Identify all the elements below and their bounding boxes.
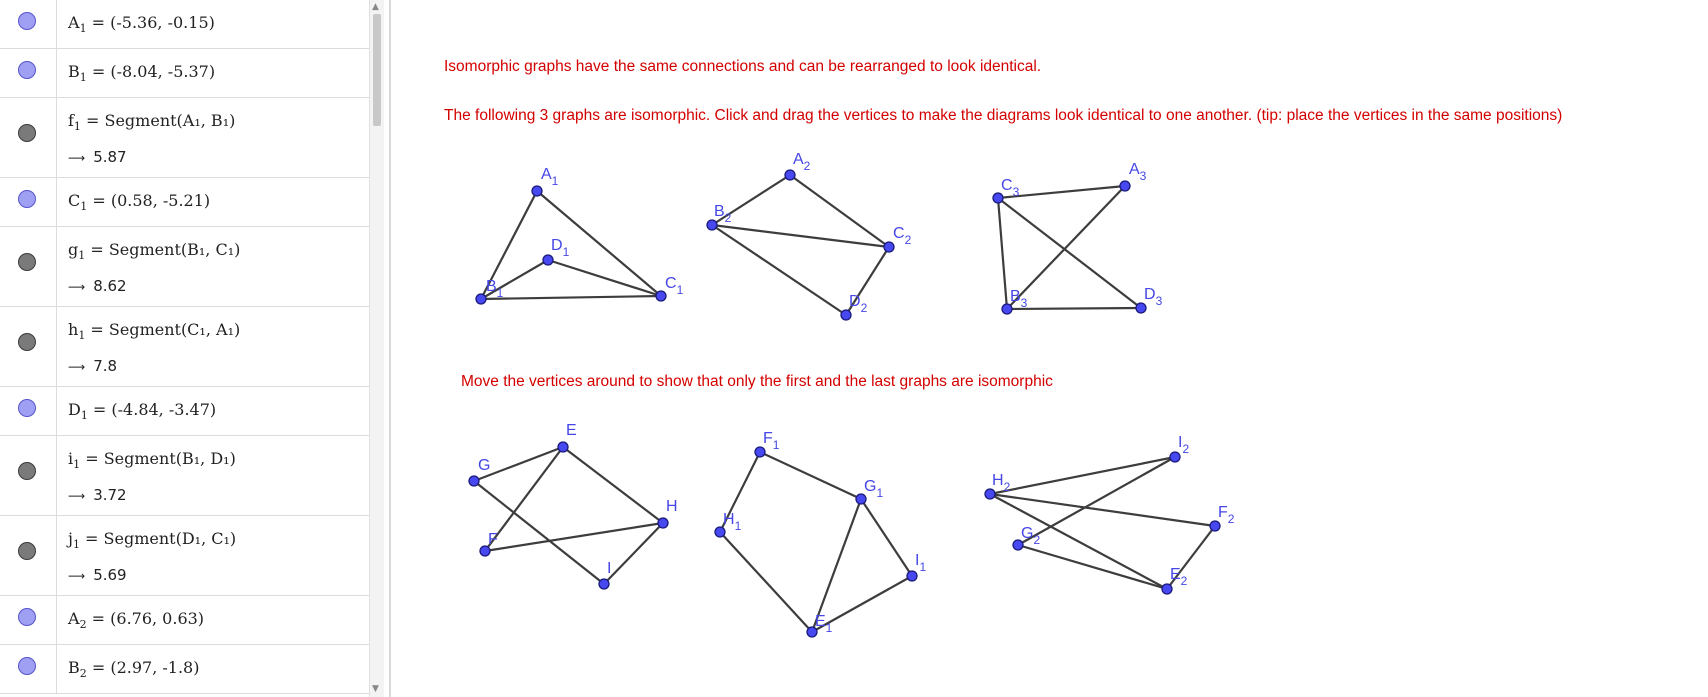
object-subscript: 1 — [72, 538, 80, 552]
vertex-label-B1: $B_1$ — [486, 278, 504, 300]
vertex-B1[interactable] — [476, 294, 486, 304]
edge-G1-I1[interactable] — [861, 499, 912, 576]
vertex-B2[interactable] — [707, 220, 717, 230]
equals-sign: = — [87, 191, 111, 210]
graph-3[interactable] — [993, 161, 1163, 314]
task-text: Move the vertices around to show that only the first and the last graphs are isomorphic — [461, 373, 1053, 390]
object-subscript: 1 — [78, 329, 86, 343]
object-subscript: 1 — [78, 249, 86, 263]
vertex-F2[interactable] — [1210, 521, 1220, 531]
vertex-H1[interactable] — [715, 527, 725, 537]
edge-E-H[interactable] — [563, 447, 663, 523]
vertex-label-H1: $H_1$ — [723, 511, 742, 533]
object-subscript: 1 — [79, 22, 87, 36]
vertex-label-B3: $B_3$ — [1010, 288, 1028, 310]
object-subscript: 2 — [79, 618, 87, 632]
equals-sign: = — [80, 111, 105, 130]
segment-length: 5.69 — [93, 566, 127, 584]
equals-sign: = — [86, 13, 111, 32]
vertex-D2[interactable] — [841, 310, 851, 320]
edge-H2-I2[interactable] — [990, 457, 1175, 494]
vertex-label-G2: $G_2$ — [1021, 525, 1041, 547]
vertex-A3[interactable] — [1120, 181, 1130, 191]
object-expression: (-8.04, -5.37) — [110, 62, 216, 81]
result-arrow-icon: ⟶ — [68, 489, 86, 503]
segment-length: 8.62 — [93, 277, 127, 295]
vertex-C1[interactable] — [656, 291, 666, 301]
object-subscript: 2 — [79, 667, 87, 681]
instruction-text: The following 3 graphs are isomorphic. Click and drag the vertices to make the diagrams look identical to one another. (tip: place the vertices in the same positions) — [444, 107, 1563, 124]
object-name: D — [68, 400, 81, 419]
edge-H-I[interactable] — [604, 523, 663, 584]
vertex-A1[interactable] — [532, 186, 542, 196]
equals-sign: = — [86, 609, 111, 628]
object-name: B — [68, 62, 80, 81]
vertex-E[interactable] — [558, 442, 568, 452]
object-name: j — [68, 529, 73, 548]
vertex-label-B2: $B_2$ — [714, 203, 732, 225]
vertex-label-I1: $I_1$ — [915, 552, 927, 574]
edge-G2-E2[interactable] — [1018, 545, 1167, 589]
vertex-D1[interactable] — [543, 255, 553, 265]
vertex-H[interactable] — [658, 518, 668, 528]
vertex-label-D3: $D_3$ — [1144, 286, 1163, 308]
result-arrow-icon: ⟶ — [68, 360, 86, 374]
vertex-label-A2: $A_2$ — [793, 151, 811, 173]
vertex-label-F: F — [488, 531, 498, 548]
object-name: A — [68, 609, 80, 628]
vertex-label-E2: $E_2$ — [1170, 566, 1188, 588]
edge-H1-E1[interactable] — [720, 532, 812, 632]
vertex-label-H2: $H_2$ — [992, 472, 1011, 494]
edge-A3-B3[interactable] — [1007, 186, 1125, 309]
vertex-label-G: G — [478, 457, 491, 474]
edge-D1-C1[interactable] — [548, 260, 661, 296]
scroll-down-icon[interactable]: ▼ — [372, 684, 379, 694]
edge-F1-G1[interactable] — [760, 452, 861, 499]
vertex-I1[interactable] — [907, 571, 917, 581]
edge-B1-C1[interactable] — [481, 296, 661, 299]
vertex-label-D1: $D_1$ — [551, 237, 570, 259]
object-name: A — [68, 13, 80, 32]
segment-length: 5.87 — [93, 148, 127, 166]
object-subscript: 1 — [80, 200, 88, 214]
vertex-label-I: I — [607, 560, 612, 577]
vertex-A2[interactable] — [785, 170, 795, 180]
object-expression: (6.76, 0.63) — [110, 609, 205, 628]
graph-5[interactable] — [715, 430, 926, 637]
object-expression: Segment(A₁, B₁) — [104, 111, 236, 130]
vertex-C2[interactable] — [884, 242, 894, 252]
object-expression: Segment(C₁, A₁) — [108, 320, 241, 339]
graph-2[interactable] — [707, 151, 912, 320]
edge-C3-B3[interactable] — [998, 198, 1007, 309]
result-arrow-icon: ⟶ — [68, 151, 86, 165]
object-expression: (-5.36, -0.15) — [110, 13, 215, 32]
intro-text: Isomorphic graphs have the same connections and can be rearranged to look identical. — [444, 58, 1042, 75]
vertex-E2[interactable] — [1162, 584, 1172, 594]
scroll-up-icon[interactable]: ▲ — [372, 2, 379, 12]
object-name: C — [68, 191, 81, 210]
graph-4[interactable] — [469, 422, 678, 589]
vertex-label-D2: $D_2$ — [849, 293, 868, 315]
object-expression: (-4.84, -3.47) — [111, 400, 217, 419]
object-name: g — [68, 240, 79, 259]
vertex-label-E1: $E_1$ — [815, 613, 833, 635]
object-name: i — [68, 449, 74, 468]
vertex-label-C1: $C_1$ — [665, 275, 684, 297]
vertex-label-E: E — [566, 422, 577, 439]
object-subscript: 1 — [80, 409, 88, 423]
vertex-H2[interactable] — [985, 489, 995, 499]
object-name: B — [68, 658, 80, 677]
object-expression: Segment(B₁, C₁) — [108, 240, 241, 259]
equals-sign: = — [86, 658, 111, 677]
result-arrow-icon: ⟶ — [68, 569, 86, 583]
segment-length: 3.72 — [93, 486, 127, 504]
object-expression: (0.58, -5.21) — [110, 191, 211, 210]
vertex-I2[interactable] — [1170, 452, 1180, 462]
graph-1[interactable] — [476, 166, 684, 304]
equals-sign: = — [79, 529, 104, 548]
vertex-D3[interactable] — [1136, 303, 1146, 313]
vertex-B3[interactable] — [1002, 304, 1012, 314]
object-expression: Segment(B₁, D₁) — [103, 449, 236, 468]
result-arrow-icon: ⟶ — [68, 280, 86, 294]
segment-length: 7.8 — [93, 357, 118, 375]
equals-sign: = — [85, 240, 109, 259]
vertex-G[interactable] — [469, 476, 479, 486]
object-name: f — [68, 111, 74, 130]
vertex-label-I2: $I_2$ — [1178, 434, 1190, 456]
equals-sign: = — [80, 449, 104, 468]
edge-F-H[interactable] — [485, 523, 663, 551]
equals-sign: = — [86, 62, 111, 81]
vertex-label-F2: $F_2$ — [1218, 504, 1235, 526]
vertex-label-A3: $A_3$ — [1129, 161, 1147, 183]
vertex-label-H: H — [666, 498, 678, 515]
object-expression: Segment(D₁, C₁) — [103, 529, 237, 548]
vertex-label-C3: $C_3$ — [1001, 177, 1020, 199]
vertex-C3[interactable] — [993, 193, 1003, 203]
object-subscript: 1 — [73, 458, 81, 472]
object-subscript: 1 — [73, 120, 81, 134]
vertex-label-G1: $G_1$ — [864, 478, 884, 500]
vertex-label-F1: $F_1$ — [763, 430, 780, 452]
vertex-G1[interactable] — [856, 494, 866, 504]
vertex-F1[interactable] — [755, 447, 765, 457]
vertex-label-A1: $A_1$ — [541, 166, 559, 188]
object-expression: (2.97, -1.8) — [110, 658, 200, 677]
vertex-label-C2: $C_2$ — [893, 225, 912, 247]
equals-sign: = — [85, 320, 109, 339]
equals-sign: = — [87, 400, 112, 419]
graph-6[interactable] — [985, 434, 1235, 594]
object-name: h — [68, 320, 79, 339]
object-subscript: 1 — [79, 71, 87, 85]
vertex-I[interactable] — [599, 579, 609, 589]
